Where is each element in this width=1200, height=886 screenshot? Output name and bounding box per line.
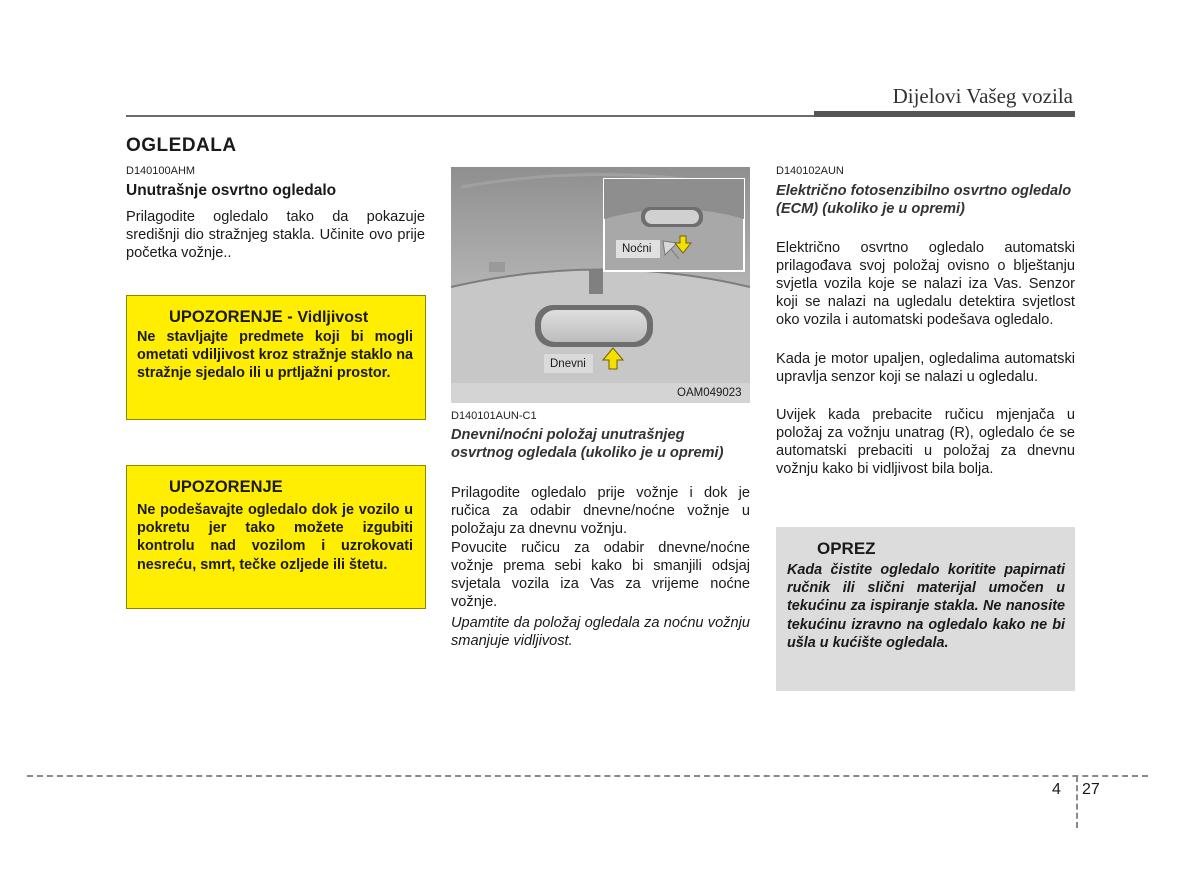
running-header: Dijelovi Vašeg vozila [892, 84, 1073, 108]
chapter-number: 4 [1052, 781, 1061, 798]
warning-title [137, 308, 413, 327]
page-number: 27 [1082, 781, 1100, 798]
paragraph: Kada je motor upaljen, ogledalima automatski upravlja senzor koji se nalazi u ogledalu. [776, 351, 1075, 385]
warning-text: Ne stavljajte predmete koji bi mogli ometati vdiljivost kroz stražnje staklo na stražnje sjedalo ili u prtljažni prostor. [137, 329, 413, 382]
page-number-separator [1076, 776, 1078, 828]
subsection-heading: Električno fotosenzibilno osvrtno ogledalo (ECM) (ukoliko je u opremi) [776, 183, 1072, 217]
paragraph: Prilagodite ogledalo tako da pokazuje središnji dio stražnjeg stakla. Učinite ovo prije početka vožnje.. [126, 209, 425, 261]
figure-code: OAM049023 [677, 387, 742, 399]
paragraph: Uvijek kada prebacite ručicu mjenjača u položaj za vožnju unatrag (R), ogledalo će se automatski prebaciti u položaj za dnevnu vožnju kako bi vidljivost bila bolja. [776, 407, 1075, 477]
caution-title: OPREZ [817, 539, 876, 558]
warning-box-driving [126, 465, 426, 609]
header-rule [126, 115, 814, 117]
section-code: D140101AUN-C1 [451, 410, 537, 422]
paragraph: Povucite ručicu za odabir dnevne/noćne vožnje prema sebi kako bi smanjili odsjaj svjetala vozila iza Vas za vrijeme noćne vožnje. [451, 540, 750, 610]
section-title: OGLEDALA [126, 135, 237, 156]
paragraph: Prilagodite ogledalo prije vožnje i dok je ručica za odabir dnevne/noćne vožnje u položaju za dnevnu vožnju. [451, 485, 750, 537]
figure-label-day: Dnevni [550, 358, 586, 370]
caution-box [776, 527, 1075, 691]
footer-rule [27, 775, 1148, 777]
section-code: D140100AHM [126, 165, 196, 177]
warning-title-suffix: Vidljivost [297, 309, 369, 326]
warning-title-main: UPOZORENJE - [169, 308, 298, 326]
subsection-heading: Unutrašnje osvrtno ogledalo [126, 182, 337, 199]
section-code: D140102AUN [776, 165, 844, 177]
figure-label-night: Noćni [622, 243, 652, 255]
mirror-illustration [451, 167, 750, 403]
subsection-heading: Dnevni/noćni položaj unutrašnjeg osvrtnog ogledala (ukoliko je u opremi) [451, 427, 724, 461]
warning-box-visibility [126, 295, 426, 420]
caution-text: Kada čistite ogledalo koritite papirnati ručnik ili slični materijal umočen u tekućinu za ispiranje stakla. Ne nanosite tekućinu izravno na ogledalo kako ne bi ušla u kućište ogledala. [787, 562, 1065, 651]
warning-text: Ne podešavajte ogledalo dok je vozilo u pokretu jer tako možete izgubiti kontrolu nad vozilom i uzrokovati nesreću, smrt, tečke ozljede ili štetu. [137, 502, 413, 573]
mirror-figure [451, 167, 750, 403]
warning-title: UPOZORENJE [169, 478, 283, 496]
header-rule-accent [814, 111, 1075, 117]
paragraph: Električno osvrtno ogledalo automatski prilagođava svoj položaj ovisno o blještanju svjetla vozila koje se nalazi iza Vas. Senzor koji se nalazi na ugledalu detektira svjetlost oko vozila i automatski podešava ogledalo. [776, 240, 1075, 328]
note: Upamtite da položaj ogledala za noćnu vožnju smanjuje vidljivost. [451, 615, 750, 649]
